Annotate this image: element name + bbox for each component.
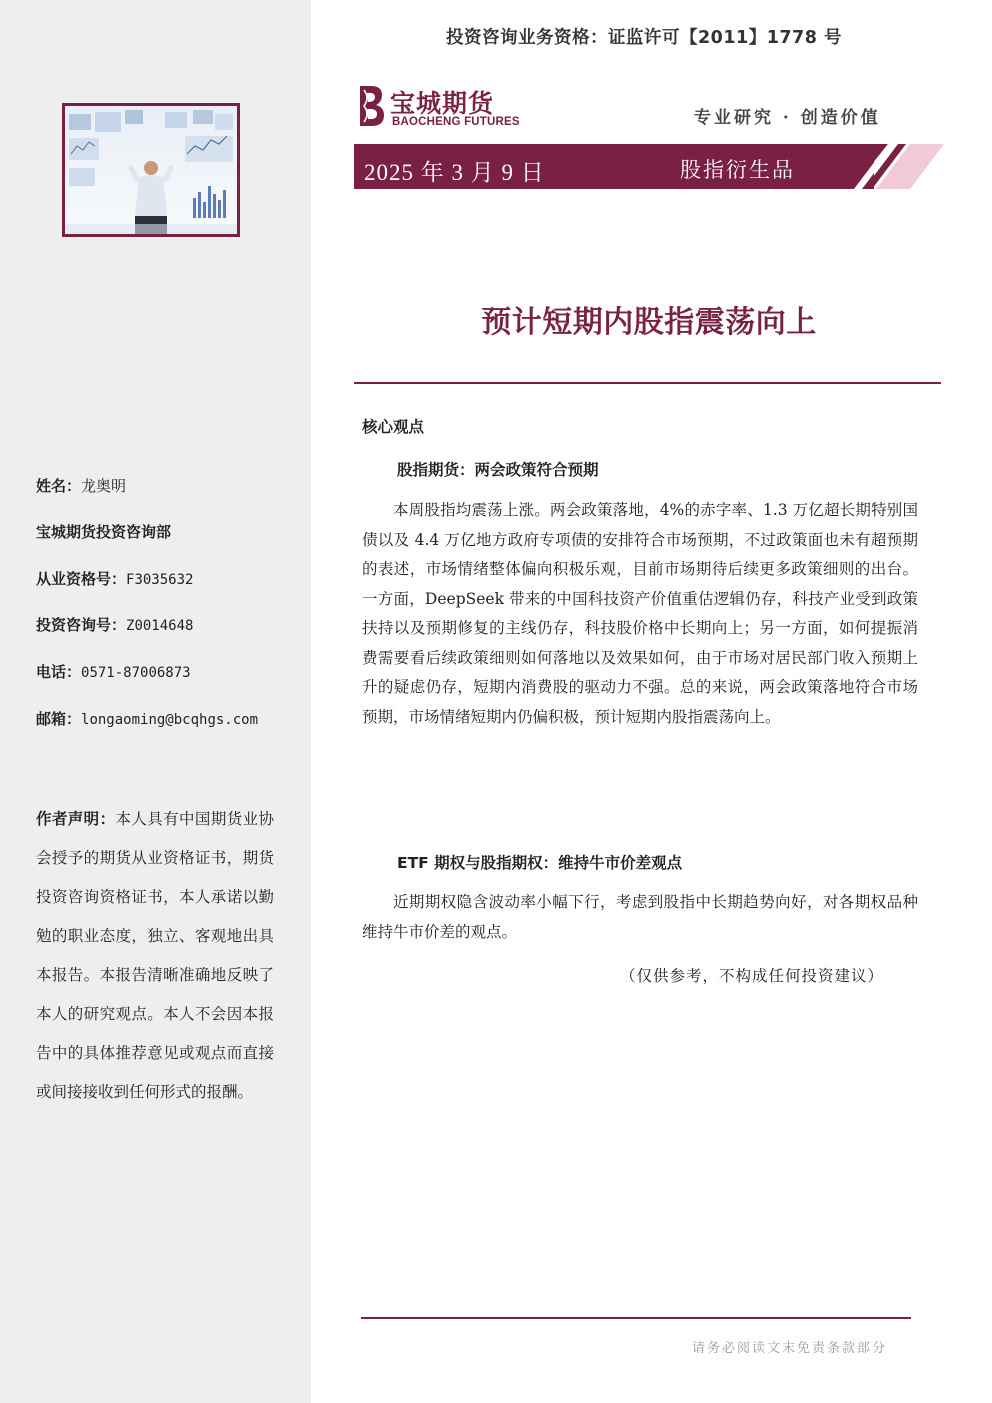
footer-divider: [361, 1317, 911, 1319]
brand-name-cn: 宝城期货: [390, 89, 495, 118]
analyst-email-row: [36, 709, 258, 730]
analyst-department: 宝城期货投资咨询部: [36, 523, 172, 541]
analyst-qualification-row: [36, 569, 193, 590]
statement-label: 作者声明：: [36, 810, 116, 828]
email-address[interactable]: longaoming@bcqhgs.com: [81, 712, 259, 728]
analyst-name-label: 姓名：: [36, 477, 82, 495]
consult-label: 投资咨询号：: [36, 616, 127, 634]
report-title: 预计短期内股指震荡向上: [481, 305, 817, 340]
brand-logo-icon: [356, 84, 388, 128]
phone-label: 电话：: [36, 663, 82, 681]
analyst-name: 龙奥明: [81, 477, 127, 495]
section-heading-options: ETF 期权与股指期权：维持牛市价差观点: [397, 854, 683, 872]
report-date: 2025 年 3 月 9 日: [364, 160, 545, 185]
analyst-department-row: [36, 522, 171, 542]
qualification-number: F3035632: [126, 572, 194, 588]
qualification-label: 从业资格号：: [36, 570, 127, 588]
banner-stripes-icon: [852, 144, 944, 189]
sidebar: [0, 0, 311, 1403]
consult-number: Z0014648: [126, 618, 194, 634]
date-banner: [354, 144, 874, 189]
brand-logo: [356, 84, 526, 132]
author-statement: [36, 800, 274, 1112]
cover-image: [62, 103, 240, 237]
report-category: 股指衍生品: [680, 158, 795, 182]
section-heading-futures: 股指期货：两会政策符合预期: [397, 461, 599, 479]
analyst-consult-row: [36, 615, 193, 636]
analyst-phone-row: [36, 662, 191, 683]
section-body-options: 近期期权隐含波动率小幅下行，考虑到股指中长期趋势向好，对各期权品种维持牛市价差的观点。: [362, 893, 918, 941]
phone-number: 0571-87006873: [81, 665, 191, 681]
email-label: 邮箱：: [36, 710, 82, 728]
brand-name-en: BAOCHENG FUTURES: [392, 116, 520, 128]
cover-illustration: [65, 106, 237, 234]
analyst-name-row: [36, 476, 126, 496]
footer-disclaimer: 请务必阅读文末免责条款部分: [692, 1341, 888, 1356]
section-body-futures: 本周股指均震荡上涨。两会政策落地，4%的赤字率、1.3 万亿超长期特别国债以及 4.4 万亿地方政府专项债的安排符合市场预期，不过政策面也未有超预期的表述，市场情绪整体偏向积极乐观，目前市场期待后续更多政策细则的出台。一方面，DeepSeek 带来的中国科技资产价值重估逻辑仍存，科技产业受到政策扶持以及预期修复的主线仍存，科技股价格中长期向上；另一方面，如何提振消费需要看后续政策细则如何落地以及效果如何，由于市场对居民部门收入预期上升的疑虑仍存，短期内消费股的驱动力不强。总的来说，两会政策落地符合市场预期，市场情绪短期内仍偏积极，预计短期内股指震荡向上。: [362, 501, 918, 726]
slogan: 专业研究 · 创造价值: [694, 108, 881, 128]
core-view-label: 核心观点: [362, 418, 425, 436]
reference-note: （仅供参考，不构成任何投资建议）: [620, 967, 885, 985]
title-divider: [354, 382, 941, 384]
license-line: 投资咨询业务资格：证监许可【2011】1778 号: [446, 28, 843, 48]
statement-text: 本人具有中国期货业协会授予的期货从业资格证书，期货投资咨询资格证书，本人承诺以勤勉的职业态度，独立、客观地出具本报告。本报告清晰准确地反映了本人的研究观点。本人不会因本报告中的具体推荐意见或观点而直接或间接接收到任何形式的报酬。: [36, 810, 274, 1101]
